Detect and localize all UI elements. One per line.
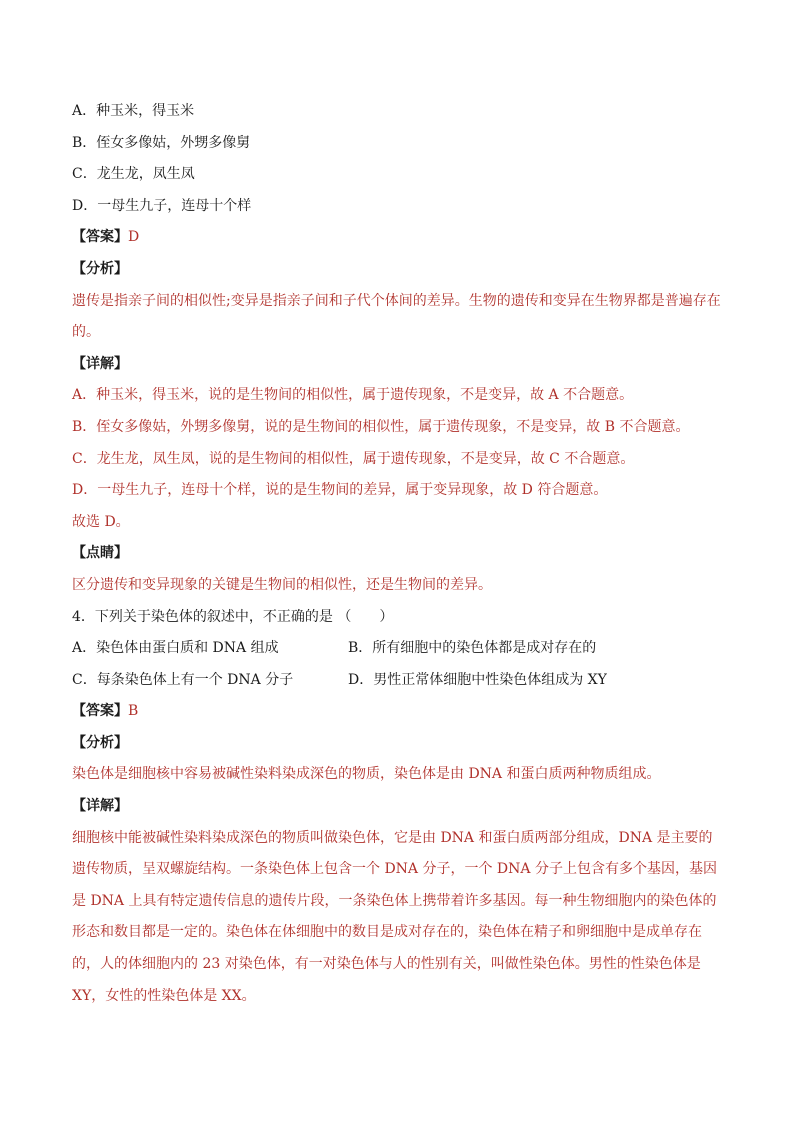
q4-stem: 4．下列关于染色体的叙述中，不正确的是 （ ）	[72, 608, 394, 625]
q4-option-b: B．所有细胞中的染色体都是成对存在的	[348, 640, 597, 657]
q4-option-c: C．每条染色体上有一个 DNA 分子	[72, 671, 294, 688]
answer-label: 【答案】	[72, 229, 128, 246]
answer-label: 【答案】	[72, 703, 128, 720]
q4-detail-label: 【详解】	[72, 798, 128, 815]
q3-detail-c: C．龙生龙，凤生凤，说的是生物间的相似性，属于遗传现象，不是变异，故 C 不合题意。	[72, 450, 635, 467]
q3-comment-label: 【点睛】	[72, 545, 128, 562]
q3-comment-text: 区分遗传和变异现象的关键是生物间的相似性，还是生物间的差异。	[72, 576, 492, 593]
q3-detail-label: 【详解】	[72, 355, 128, 372]
q4-analysis-text: 染色体是细胞核中容易被碱性染料染成深色的物质，染色体是由 DNA 和蛋白质两种物质组成。	[72, 766, 661, 783]
q4-options-row-1	[72, 633, 726, 665]
q3-option-a: A．种玉米，得玉米	[72, 103, 195, 119]
q3-analysis-label: 【分析】	[72, 260, 128, 277]
q3-option-d: D．一母生九子，连母十个样	[72, 197, 252, 214]
q4-option-d: D．男性正常体细胞中性染色体组成为 XY	[348, 671, 607, 688]
q3-option-c: C．龙生龙，凤生凤	[72, 166, 195, 183]
q3-conclusion: 故选 D。	[72, 513, 130, 530]
q3-detail-a: A．种玉米，得玉米，说的是生物间的相似性，属于遗传现象，不是变异，故 A 不合题意。	[72, 387, 634, 404]
q3-answer	[72, 222, 726, 254]
q4-options-row-2	[72, 665, 726, 697]
q4-option-a: A．染色体由蛋白质和 DNA 组成	[72, 640, 279, 657]
q4-analysis-label: 【分析】	[72, 734, 128, 751]
q4-answer	[72, 696, 726, 728]
q3-analysis-text: 遗传是指亲子间的相似性;变异是指亲子间和子代个体间的差异。生物的遗传和变异在生物界都是普遍存在的。	[72, 292, 721, 341]
q3-option-b: B．侄女多像姑，外甥多像舅	[72, 134, 251, 151]
q3-detail-d: D．一母生九子，连母十个样，说的是生物间的差异，属于变异现象，故 D 符合题意。	[72, 482, 608, 499]
answer-value: B	[128, 703, 139, 720]
document-page	[72, 96, 726, 1012]
q3-detail-b: B．侄女多像姑，外甥多像舅，说的是生物间的相似性，属于遗传现象，不是变异，故 B 不合题意。	[72, 418, 690, 435]
answer-value: D	[128, 229, 140, 246]
q4-detail-text: 细胞核中能被碱性染料染成深色的物质叫做染色体，它是由 DNA 和蛋白质两部分组成，DNA 是主要的遗传物质，呈双螺旋结构。一条染色体上包含一个 DNA 分子，一个 DNA 分子上包含有多个基因，基因是 DNA 上具有特定遗传信息的遗传片段，一条染色体上携带着许多基因。每一种生物细胞内的染色体的形态和数目都是一定的。染色体在体细胞中的数目是成对存在的，染色体在精子和卵细胞中是成单存在的，人的体细胞内的 23 对染色体，有一对染色体与人的性别有关，叫做性染色体。男性的性染色体是 XY，女性的性染色体是 XX。	[72, 829, 717, 1004]
